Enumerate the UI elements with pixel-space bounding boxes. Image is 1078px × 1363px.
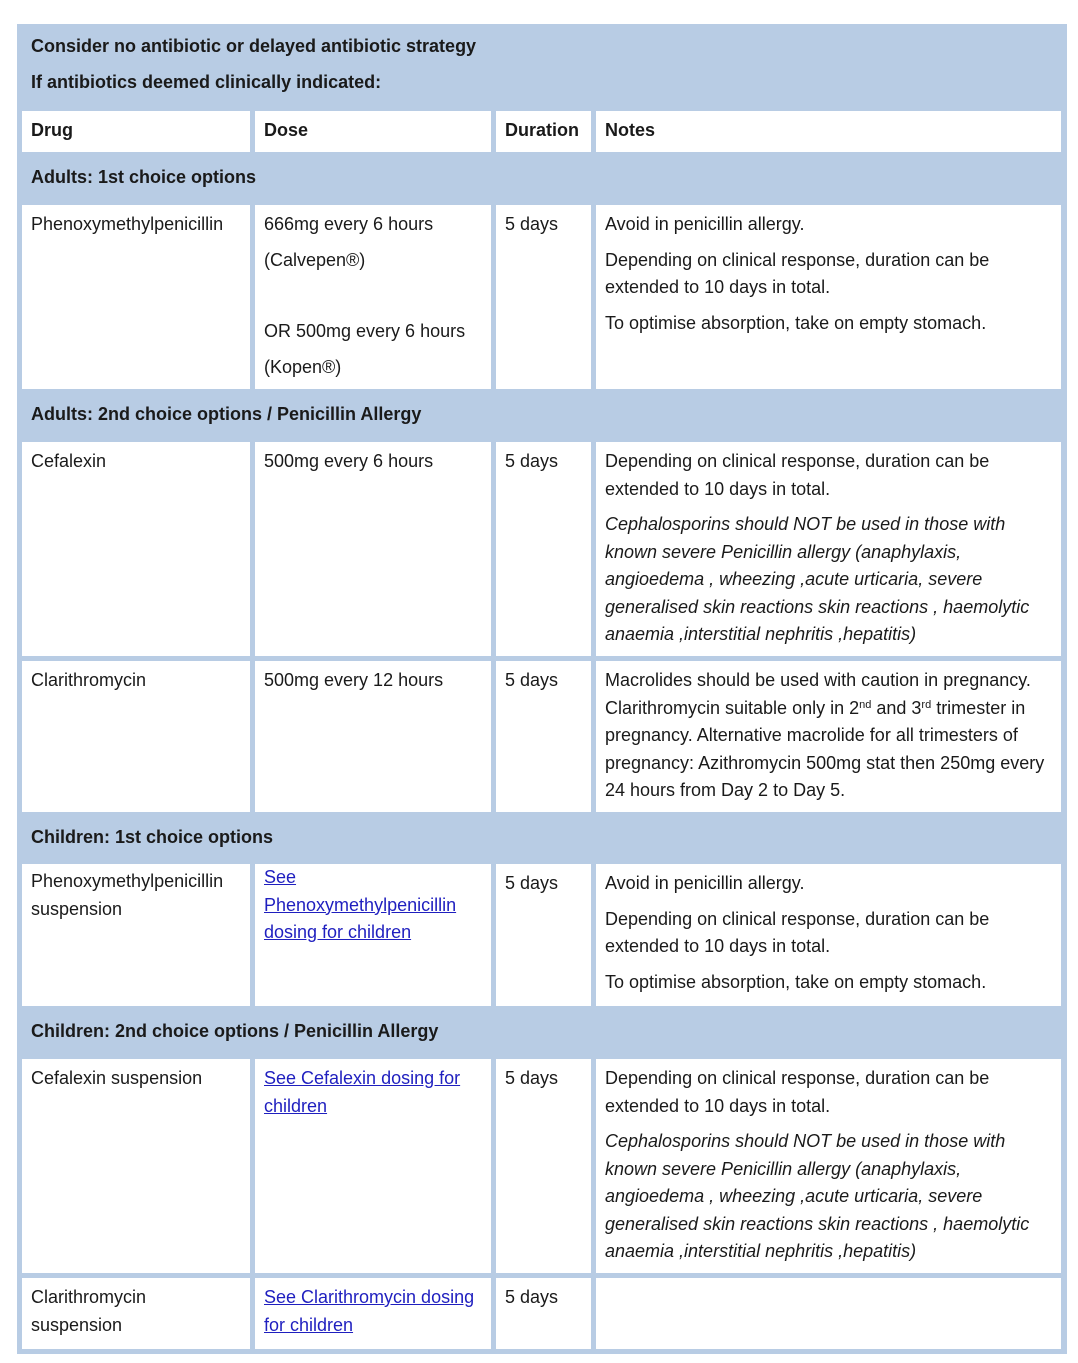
duration-cell — [496, 205, 591, 389]
duration-text: 5 days — [505, 670, 559, 690]
note-text: Depending on clinical response, duration can be extended to 10 days in total. — [605, 1068, 990, 1116]
column-header-drug: Drug — [22, 111, 250, 152]
drug-name: Cefalexin — [31, 451, 107, 471]
drug-name: Cefalexin suspension — [31, 1068, 203, 1088]
column-header-notes: Notes — [596, 111, 1061, 152]
notes-cell — [596, 864, 1061, 1006]
dose-cell — [255, 864, 491, 1006]
note-text: Avoid in penicillin allergy. — [605, 873, 805, 893]
column-header-duration: Duration — [496, 111, 591, 152]
note-part: Macrolides should be used with caution in pregnancy. Clarithromycin suitable only in 2 — [605, 670, 1031, 718]
note-part: trimester in pregnancy. Alternative macrolide for all trimesters of pregnancy: Azithromycin 500mg stat then 250mg every 24 hours from Day 2 to Day 5. — [605, 697, 1045, 800]
dose-cell — [255, 1278, 491, 1349]
duration-cell — [496, 661, 591, 812]
note-text: Depending on clinical response, duration can be extended to 10 days in total. — [605, 249, 990, 297]
superscript: rd — [921, 698, 932, 711]
cephalosporin-warning: Cephalosporins should NOT be used in those with known severe Penicillin allergy (anaphylaxis, angioedema , wheezing ,acute urticaria, severe generalised skin reactions skin reactions , haemolytic anaemia ,interstitial nephritis ,hepatitis) — [605, 1131, 1030, 1261]
drug-cell — [22, 1059, 250, 1273]
note-text — [605, 667, 1052, 805]
duration-text: 5 days — [505, 214, 559, 234]
duration-text: 5 days — [505, 1068, 559, 1088]
dose-cell — [255, 205, 491, 389]
antibiotic-table — [17, 24, 1067, 1354]
drug-cell — [22, 1278, 250, 1349]
duration-text: 5 days — [505, 873, 559, 893]
notes-cell — [596, 205, 1061, 389]
note-text: Depending on clinical response, duration can be extended to 10 days in total. — [605, 908, 990, 956]
drug-name: Clarithromycin suspension — [31, 1287, 147, 1335]
dose-text: OR 500mg every 6 hours — [264, 321, 466, 341]
clarithromycin-dosing-link[interactable]: See Clarithromycin dosing for children — [264, 1287, 475, 1335]
duration-text: 5 days — [505, 1287, 559, 1307]
section-adults-second-choice: Adults: 2nd choice options / Penicillin Allergy — [31, 404, 422, 424]
intro-line-2: If antibiotics deemed clinically indicated: — [31, 72, 382, 92]
duration-cell — [496, 442, 591, 656]
intro-line-1: Consider no antibiotic or delayed antibiotic strategy — [31, 36, 477, 56]
note-text: Depending on clinical response, duration can be extended to 10 days in total. — [605, 451, 990, 499]
note-text: Avoid in penicillin allergy. — [605, 214, 805, 234]
note-part: and 3 — [871, 697, 922, 718]
drug-cell — [22, 442, 250, 656]
duration-text: 5 days — [505, 451, 559, 471]
notes-cell — [596, 661, 1061, 812]
dose-text: 666mg every 6 hours — [264, 214, 434, 234]
drug-name: Clarithromycin — [31, 670, 147, 690]
dose-text: 500mg every 6 hours — [264, 451, 434, 471]
duration-cell — [496, 864, 591, 1006]
phenoxymethylpenicillin-dosing-link[interactable]: See Phenoxymethylpenicillin dosing for children — [264, 867, 457, 942]
superscript: nd — [859, 698, 872, 711]
section-children-first-choice: Children: 1st choice options — [31, 827, 274, 847]
dose-cell — [255, 661, 491, 812]
duration-cell — [496, 1059, 591, 1273]
section-adults-first-choice: Adults: 1st choice options — [31, 167, 257, 187]
notes-cell — [596, 442, 1061, 656]
section-children-second-choice: Children: 2nd choice options / Penicillin Allergy — [31, 1021, 439, 1041]
drug-name: Phenoxymethylpenicillin suspension — [31, 871, 224, 919]
duration-cell — [496, 1278, 591, 1349]
cephalosporin-warning: Cephalosporins should NOT be used in those with known severe Penicillin allergy (anaphylaxis, angioedema , wheezing ,acute urticaria, severe generalised skin reactions skin reactions , haemolytic anaemia ,interstitial nephritis ,hepatitis) — [605, 514, 1030, 644]
column-header-dose: Dose — [255, 111, 491, 152]
dose-brand: (Kopen®) — [264, 356, 342, 377]
notes-cell-empty — [596, 1278, 1061, 1349]
drug-cell — [22, 205, 250, 389]
dose-cell — [255, 1059, 491, 1273]
note-text: To optimise absorption, take on empty stomach. — [605, 312, 987, 333]
dose-brand: (Calvepen®) — [264, 249, 366, 270]
notes-cell — [596, 1059, 1061, 1273]
drug-name: Phenoxymethylpenicillin — [31, 214, 224, 234]
drug-cell — [22, 864, 250, 1006]
drug-cell — [22, 661, 250, 812]
cefalexin-dosing-link[interactable]: See Cefalexin dosing for children — [264, 1068, 461, 1116]
note-text: To optimise absorption, take on empty stomach. — [605, 971, 987, 992]
dose-text: 500mg every 12 hours — [264, 670, 444, 690]
dose-cell — [255, 442, 491, 656]
